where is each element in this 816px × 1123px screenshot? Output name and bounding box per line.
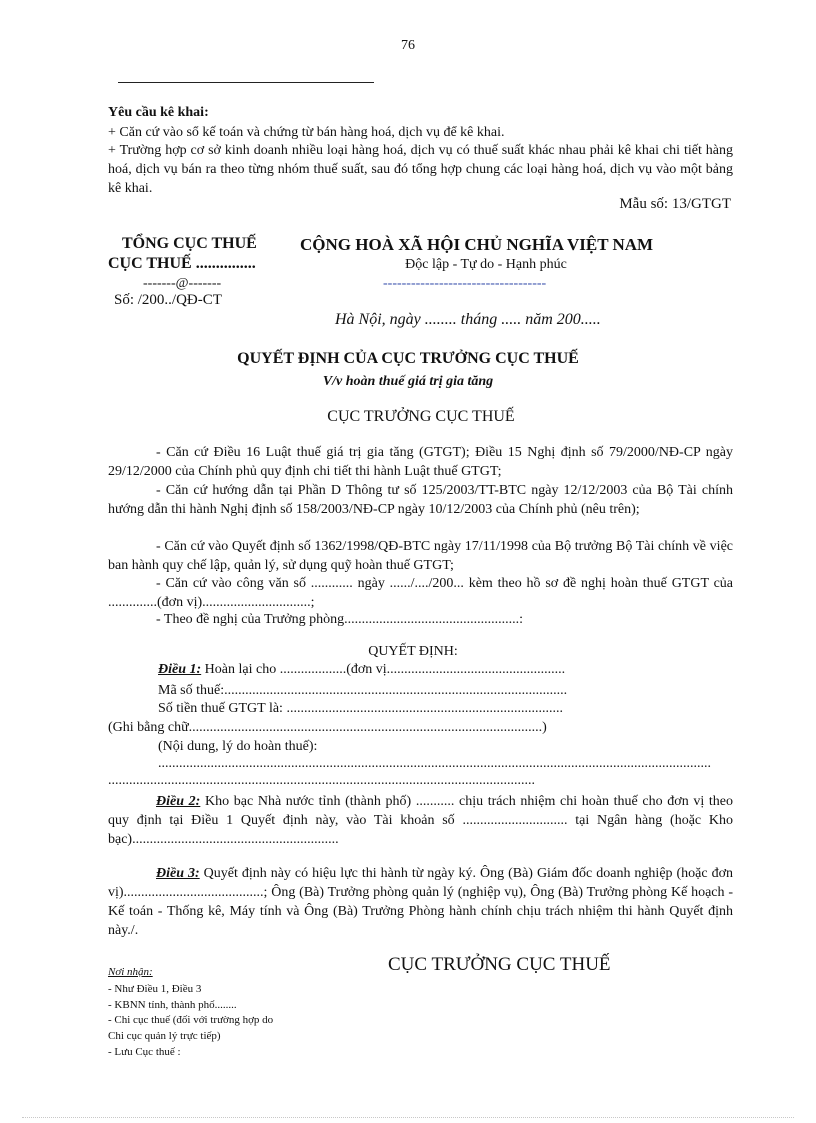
legal-basis-4: - Căn cứ vào công văn số ............ ngày ....../..../200... kèm theo hồ sơ đề nghị hoàn thuế GTGT của ..............(đơn vị)...............................;	[108, 576, 733, 610]
legal-basis-1: - Căn cứ Điều 16 Luật thuế giá trị gia tăng (GTGT); Điều 15 Nghị định số 79/2000/NĐ-CP ngày 29/12/2000 của Chính phủ quy định chi tiết thi hành Luật thuế GTGT;	[108, 445, 733, 479]
article-1-label: Điều 1:	[158, 662, 202, 677]
article-1-amount: Số tiền thuế GTGT là: ...............................................................................	[158, 701, 563, 716]
recipient-item: - Chi cục thuế (đối với trường hợp do	[108, 1014, 274, 1026]
legal-basis-5: - Theo đề nghị của Trưởng phòng..................................................:	[156, 612, 524, 627]
recipient-item: - Như Điều 1, Điều 3	[108, 983, 202, 995]
article-2	[108, 792, 733, 849]
page-bottom-border	[22, 1117, 794, 1118]
national-motto: Độc lập - Tự do - Hạnh phúc	[405, 257, 567, 272]
article-1-amount-in-words: (Ghi bằng chữ.....................................................................................................)	[108, 720, 547, 735]
org-name-tax-dept: CỤC THUẾ ...............	[108, 255, 256, 272]
article-1-fill-line-2: ..........................................................................................................................	[108, 773, 535, 788]
page-number: 76	[401, 38, 415, 53]
requirements-title: Yêu cầu kê khai:	[108, 105, 209, 120]
article-3-label: Điều 3:	[156, 866, 200, 881]
national-title: CỘNG HOÀ XÃ HỘI CHỦ NGHĨA VIỆT NAM	[300, 235, 654, 254]
article-1	[158, 662, 565, 678]
legal-basis-2: - Căn cứ hướng dẫn tại Phần D Thông tư số 125/2003/TT-BTC ngày 12/12/2003 của Bộ Tài chính hướng dẫn thi hành Nghị định số 158/2003/NĐ-CP ngày 10/12/2003 của Chính phủ (nêu trên);	[108, 483, 733, 517]
document-number: Số: /200../QĐ-CT	[114, 292, 222, 308]
decision-heading: QUYẾT ĐỊNH:	[368, 644, 458, 659]
recipient-item: - KBNN tỉnh, thành phố........	[108, 999, 237, 1011]
article-2-text: Kho bạc Nhà nước tỉnh (thành phố) ........... chịu trách nhiệm chi hoàn thuế cho đơn vị theo quy định tại Điều 1 Quyết định này, vào Tài khoản số .............................. tại Ngân hàng (hoặc Kho bạc)...........................................................	[108, 794, 733, 847]
article-1-content: (Nội dung, lý do hoàn thuế):	[158, 739, 318, 754]
requirement-item-1: + Căn cứ vào sổ kế toán và chứng từ bán hàng hoá, dịch vụ để kê khai.	[108, 125, 505, 140]
decision-title: QUYẾT ĐỊNH CỦA CỤC TRƯỞNG CỤC THUẾ	[237, 350, 579, 367]
org-ornament: -------@-------	[143, 276, 222, 291]
org-name-general-dept: TỔNG CỤC THUẾ	[122, 235, 257, 252]
article-1-tax-code: Mã số thuế:..................................................................................................	[158, 683, 568, 698]
separator-line	[118, 82, 374, 83]
article-3	[108, 864, 733, 940]
signature-title: CỤC TRƯỞNG CỤC THUẾ	[388, 954, 611, 975]
article-1-text: Hoàn lại cho ...................(đơn vị...................................................	[201, 662, 566, 677]
recipient-item: - Lưu Cục thuế :	[108, 1046, 181, 1058]
issue-date: Hà Nội, ngày ........ tháng ..... năm 200.....	[335, 311, 601, 328]
article-3-text: Quyết định này có hiệu lực thi hành từ ngày ký. Ông (Bà) Giám đốc doanh nghiệp (hoặc đơn vị)........................................; Ông (Bà) Trưởng phòng quản lý (nghiệp vụ), Ông (Bà) Trưởng phòng Kế hoạch - Kế toán - Thống kê, Máy tính và Ông (Bà) Trưởng Phòng hành chính chịu trách nhiệm thi hành Quyết định này./.	[108, 866, 733, 938]
decision-subtitle: V/v hoàn thuế giá trị gia tăng	[322, 374, 494, 389]
recipient-item: Chi cục quản lý trực tiếp)	[108, 1030, 221, 1042]
issuer-heading: CỤC TRƯỞNG CỤC THUẾ	[327, 408, 515, 425]
article-1-fill-line-1: ..............................................................................................................................................................	[158, 756, 711, 771]
article-2-label: Điều 2:	[156, 794, 201, 809]
recipients-title: Nơi nhận:	[108, 966, 153, 978]
motto-underline: -----------------------------------	[383, 276, 547, 291]
requirement-item-2: + Trường hợp cơ sở kinh doanh nhiều loại hàng hoá, dịch vụ có thuế suất khác nhau phải kê khai chi tiết hàng hoá, dịch vụ bán ra theo từng nhóm thuế suất, sau đó tổng hợp chung các loại hàng hoá, dịch vụ vào một bảng kê khai.	[108, 143, 733, 196]
form-number: Mẫu số: 13/GTGT	[619, 196, 731, 212]
legal-basis-3: - Căn cứ vào Quyết định số 1362/1998/QĐ-BTC ngày 17/11/1998 của Bộ trưởng Bộ Tài chính về việc ban hành quy chế lập, quản lý, sử dụng quỹ hoàn thuế GTGT;	[108, 539, 733, 573]
